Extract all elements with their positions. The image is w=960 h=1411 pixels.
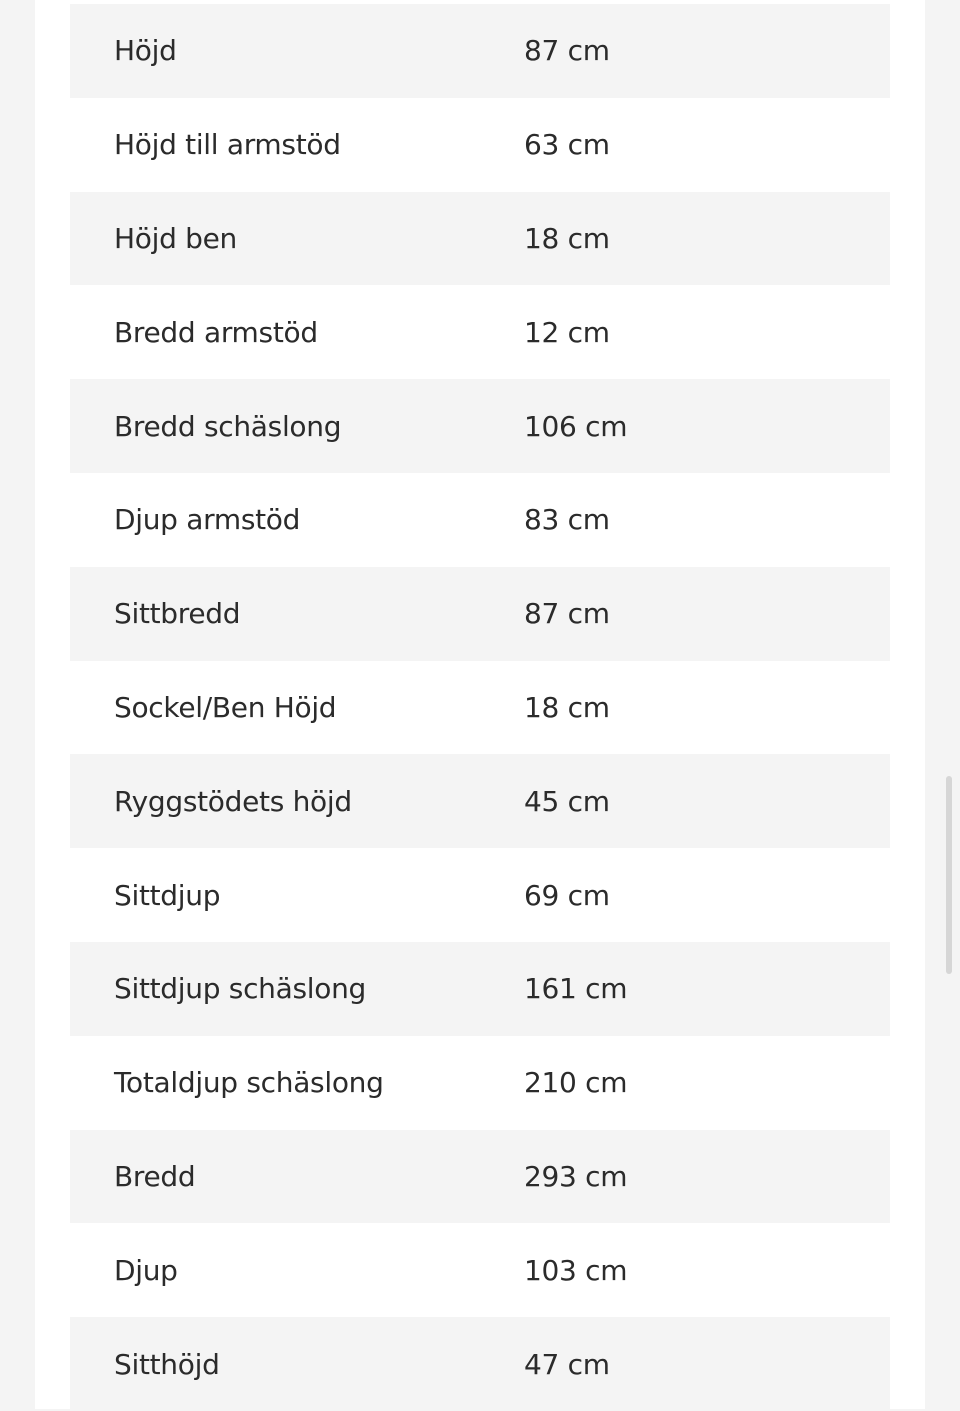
table-row [70, 1223, 890, 1317]
table-row [70, 379, 890, 473]
table-row [70, 661, 890, 755]
spec-label: Bredd [114, 1159, 196, 1193]
spec-value: 18 cm [524, 690, 610, 724]
spec-label: Bredd schäslong [114, 409, 342, 443]
table-row [70, 754, 890, 848]
table-row [70, 942, 890, 1036]
spec-value: 103 cm [524, 1253, 628, 1287]
spec-value: 47 cm [524, 1347, 610, 1381]
spec-value: 18 cm [524, 221, 610, 255]
spec-value: 45 cm [524, 784, 610, 818]
table-row [70, 848, 890, 942]
spec-value: 63 cm [524, 128, 610, 162]
spec-label: Totaldjup schäslong [114, 1066, 384, 1100]
table-row [70, 4, 890, 98]
table-row [70, 192, 890, 286]
spec-value: 87 cm [524, 34, 610, 68]
spec-value: 12 cm [524, 315, 610, 349]
table-row [70, 98, 890, 192]
spec-label: Sitthöjd [114, 1347, 220, 1381]
table-row [70, 473, 890, 567]
specifications-table [70, 4, 890, 1411]
spec-label: Höjd [114, 34, 177, 68]
spec-value: 210 cm [524, 1066, 628, 1100]
table-row [70, 285, 890, 379]
spec-value: 293 cm [524, 1159, 628, 1193]
scrollbar-thumb[interactable] [946, 776, 952, 974]
table-row [70, 1036, 890, 1130]
spec-label: Höjd till armstöd [114, 128, 341, 162]
spec-value: 161 cm [524, 972, 628, 1006]
table-row [70, 1317, 890, 1411]
spec-label: Ryggstödets höjd [114, 784, 352, 818]
spec-value: 83 cm [524, 503, 610, 537]
spec-label: Bredd armstöd [114, 315, 318, 349]
table-row [70, 567, 890, 661]
spec-label: Sittdjup schäslong [114, 972, 366, 1006]
spec-value: 87 cm [524, 597, 610, 631]
page-content [35, 0, 925, 1409]
spec-label: Höjd ben [114, 221, 237, 255]
spec-label: Sockel/Ben Höjd [114, 690, 337, 724]
spec-label: Sittdjup [114, 878, 221, 912]
spec-value: 69 cm [524, 878, 610, 912]
spec-label: Djup [114, 1253, 178, 1287]
spec-label: Sittbredd [114, 597, 241, 631]
spec-label: Djup armstöd [114, 503, 301, 537]
table-row [70, 1130, 890, 1224]
spec-value: 106 cm [524, 409, 628, 443]
